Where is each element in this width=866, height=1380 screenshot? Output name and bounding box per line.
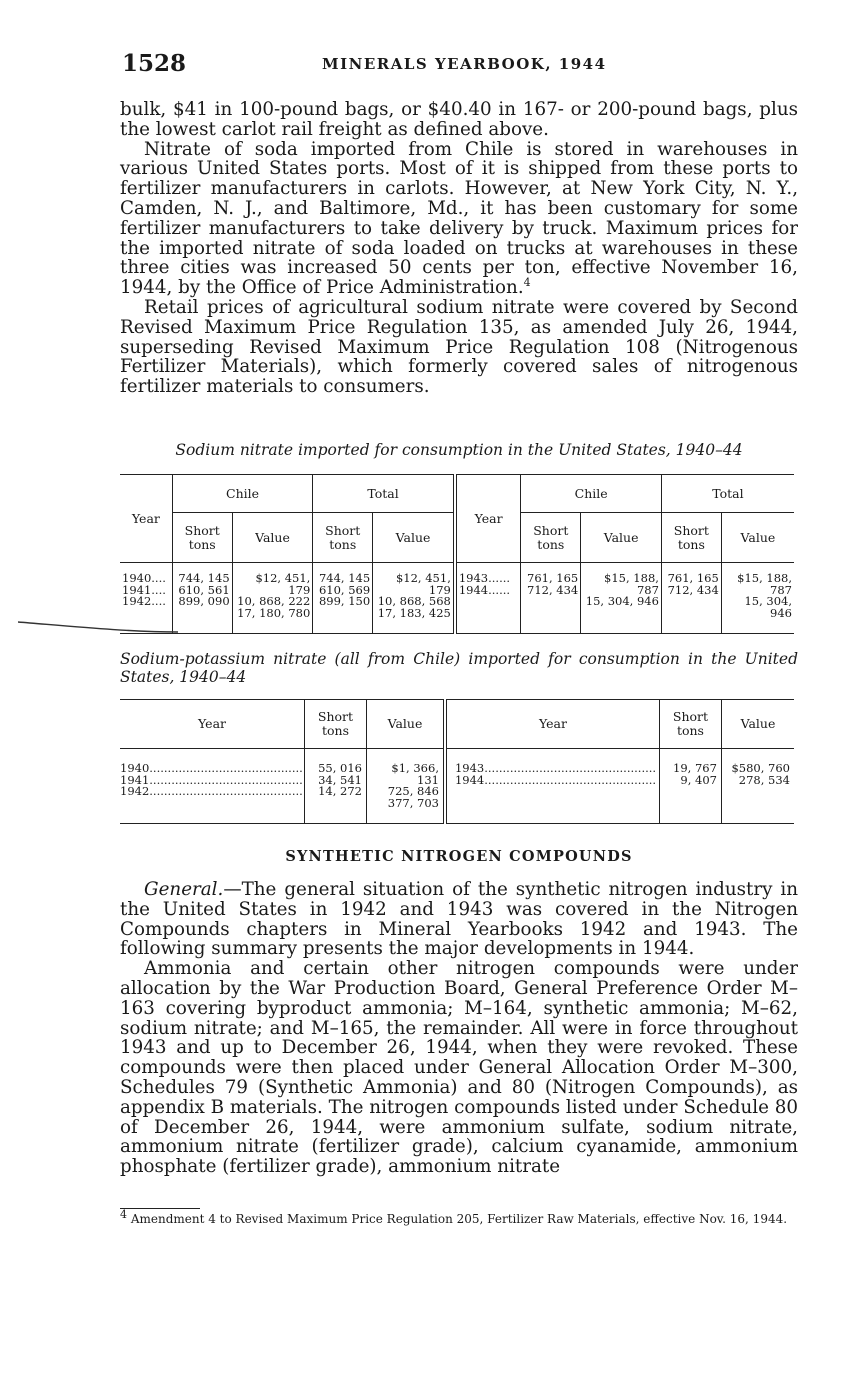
table-cell: 17, 183, 425: [377, 605, 451, 620]
table-cell: 15, 304, 946: [744, 594, 792, 620]
table2-caption: Sodium-potassium nitrate (all from Chile) imported for consumption in the United States, 1940–44: [120, 650, 798, 686]
footnote-ref: 4: [523, 276, 531, 290]
table-cell: 899, 090: [178, 594, 230, 608]
t1-chile-tons-header-right: Short tons: [521, 513, 581, 563]
table-cell: 55, 016: [318, 761, 362, 775]
t1-total-value-header-right: Value: [721, 513, 794, 563]
table-cell: $12, 451, 179: [395, 571, 451, 597]
table-cell: $1, 366, 131: [391, 761, 439, 787]
t2-year-header: Year: [120, 700, 305, 749]
sodium-potassium-nitrate-table: [120, 699, 794, 824]
table1-caption: Sodium nitrate imported for consumption in the United States, 1940–44: [175, 441, 743, 459]
t1-year-header-right: Year: [455, 475, 521, 563]
table-cell: 712, 434: [667, 582, 719, 597]
body-text-bottom: [120, 880, 798, 1177]
table-cell: 278, 534: [738, 772, 790, 787]
table-cell: 1941..........................................: [120, 772, 303, 787]
footnote-text: Amendment 4 to Revised Maximum Price Regulation 205, Fertilizer Raw Materials, effective Nov. 16, 1944.: [130, 1212, 788, 1226]
table-cell: 377, 703: [387, 795, 439, 810]
table-cell: 725, 846: [387, 784, 439, 798]
table-cell: 1942....: [122, 594, 166, 608]
table-cell: 1944......: [458, 582, 511, 597]
table-cell: $15, 188, 787: [737, 571, 792, 597]
t1-total-tons-header: Short tons: [313, 513, 373, 563]
pen-stroke-mark: [18, 620, 178, 634]
table-cell: 1943......: [458, 571, 511, 585]
table-cell: 14, 272: [318, 784, 362, 798]
sodium-nitrate-table: [120, 474, 794, 634]
table-cell: 15, 304, 946: [585, 594, 659, 608]
table-cell: 1943...............................................: [454, 761, 657, 775]
t1-total-header: Total: [313, 475, 455, 513]
table-cell: 10, 868, 568: [377, 594, 451, 608]
t1-total-tons-left: [313, 563, 373, 634]
t2-tons-header: Short tons: [305, 700, 367, 749]
table-cell: 1944...............................................: [454, 772, 657, 787]
body-text-top: [120, 100, 798, 397]
table-cell: $15, 188, 787: [604, 571, 659, 597]
paragraph-ammonia: Ammonia and certain other nitrogen compounds were under allocation by the War Production Board, General Preference Order M–163 covering byproduct ammonia; M–164, synthetic ammonia; M–62, sodium nitrate; and M–165, the remainder. All were in force throughout 1943 and up to December 26, 1944, when they were revoked. These compounds were then placed under General Allocation Order M–300, Schedules 79 (Synthetic Ammonia) and 80 (Nitrogen Compounds), as appendix B materials. The nitrogen compounds listed under Schedule 80 of December 26, 1944, were ammonium sulfate, sodium nitrate, ammonium nitrate (fertilizer grade), calcium cyanamide, ammonium phosphate (fertilizer grade), ammonium nitrate: [120, 958, 798, 1178]
t1-total-tons-right: [661, 563, 721, 634]
footnote-marker: 4: [120, 1208, 127, 1221]
t2-value-left: [366, 749, 445, 824]
table-cell: 744, 145: [178, 571, 230, 585]
paragraph-2-text: Nitrate of soda imported from Chile is stored in warehouses in various United States ports. Most of it is shipped from these ports to fertilizer manufacturers in carlots. However, at New York City, N. Y., Camden, N. J., and Baltimore, Md., it has been customary for some fertilizer manufacturers to take delivery by truck. Maximum prices for the imported nitrate of soda loaded on trucks at warehouses in these three cities was increased 50 cents per ton, effective November 16, 1944, by the Office of Price Administration.: [120, 138, 798, 299]
t2-tons-header-right: Short tons: [659, 700, 721, 749]
t2-value-right: [721, 749, 794, 824]
table-cell: 1941....: [122, 582, 166, 597]
t1-total-value-header: Value: [373, 513, 455, 563]
t1-chile-value-right: [581, 563, 662, 634]
table-cell: 10, 868, 222: [237, 594, 311, 608]
table-cell: 1940..........................................: [120, 761, 303, 775]
table-cell: 34, 541: [318, 772, 362, 787]
paragraph-2: [120, 140, 798, 298]
table-cell: 19, 767: [673, 761, 717, 775]
paragraph-3: Retail prices of agricultural sodium nitrate were covered by Second Revised Maximum Price Regulation 135, as amended July 26, 1944, superseding Revised Maximum Price Regulation 108 (Nitrogenous Fertilizer Materials), which formerly covered sales of nitrogenous fertilizer materials to consumers.: [120, 296, 798, 398]
t1-chile-value-header-right: Value: [581, 513, 662, 563]
t1-years-right: [455, 563, 521, 634]
t1-chile-header-right: Chile: [521, 475, 662, 513]
page-number: 1528: [122, 50, 187, 77]
table-cell: 712, 434: [527, 582, 579, 597]
t2-year-header-right: Year: [445, 700, 660, 749]
t1-chile-tons-left: [172, 563, 232, 634]
t2-tons-right: [659, 749, 721, 824]
table-cell: 610, 561: [178, 582, 230, 597]
table-cell: 761, 165: [667, 571, 719, 585]
table-cell: 1940....: [122, 571, 166, 585]
table-cell: $580, 760: [731, 761, 790, 775]
t1-chile-value-left: [232, 563, 313, 634]
t2-value-header-right: Value: [721, 700, 794, 749]
footnote: [120, 1210, 798, 1226]
t1-total-value-right: [721, 563, 794, 634]
t1-chile-tons-right: [521, 563, 581, 634]
table-cell: 1942..........................................: [120, 784, 303, 798]
t2-tons-left: [305, 749, 367, 824]
table-cell: 610, 569: [318, 582, 371, 597]
general-lead: General.: [144, 879, 224, 900]
section-heading: SYNTHETIC NITROGEN COMPOUNDS: [285, 848, 633, 865]
t1-total-header-right: Total: [661, 475, 794, 513]
table-cell: 744, 145: [318, 571, 371, 585]
t1-chile-tons-header: Short tons: [172, 513, 232, 563]
paragraph-1: bulk, $41 in 100-pound bags, or $40.40 in 167- or 200-pound bags, plus the lowest carlot rail freight as defined above.: [120, 99, 798, 140]
footnote-rule: [120, 1208, 200, 1209]
table-cell: $12, 451, 179: [255, 571, 311, 597]
t2-years-right: [445, 749, 660, 824]
t2-value-header: Value: [366, 700, 445, 749]
t1-total-tons-header-right: Short tons: [661, 513, 721, 563]
running-title: MINERALS YEARBOOK, 1944: [322, 55, 607, 73]
t1-chile-value-header: Value: [232, 513, 313, 563]
paragraph-general: [120, 880, 798, 959]
t1-year-header: Year: [120, 475, 172, 563]
table-cell: 761, 165: [527, 571, 579, 585]
t2-years-left: [120, 749, 305, 824]
t1-total-value-left: [373, 563, 455, 634]
paragraph-general-text: —The general situation of the synthetic nitrogen industry in the United States in 1942 and 1943 was covered in the Nitrogen Compounds chapters in Mineral Yearbooks 1942 and 1943. The following summary presents the major developments in 1944.: [120, 879, 798, 960]
table-cell: 17, 180, 780: [237, 605, 311, 620]
page-header: [122, 50, 798, 80]
table-cell: 899, 150: [318, 594, 371, 608]
t1-chile-header: Chile: [172, 475, 313, 513]
table-cell: 9, 407: [680, 772, 717, 787]
